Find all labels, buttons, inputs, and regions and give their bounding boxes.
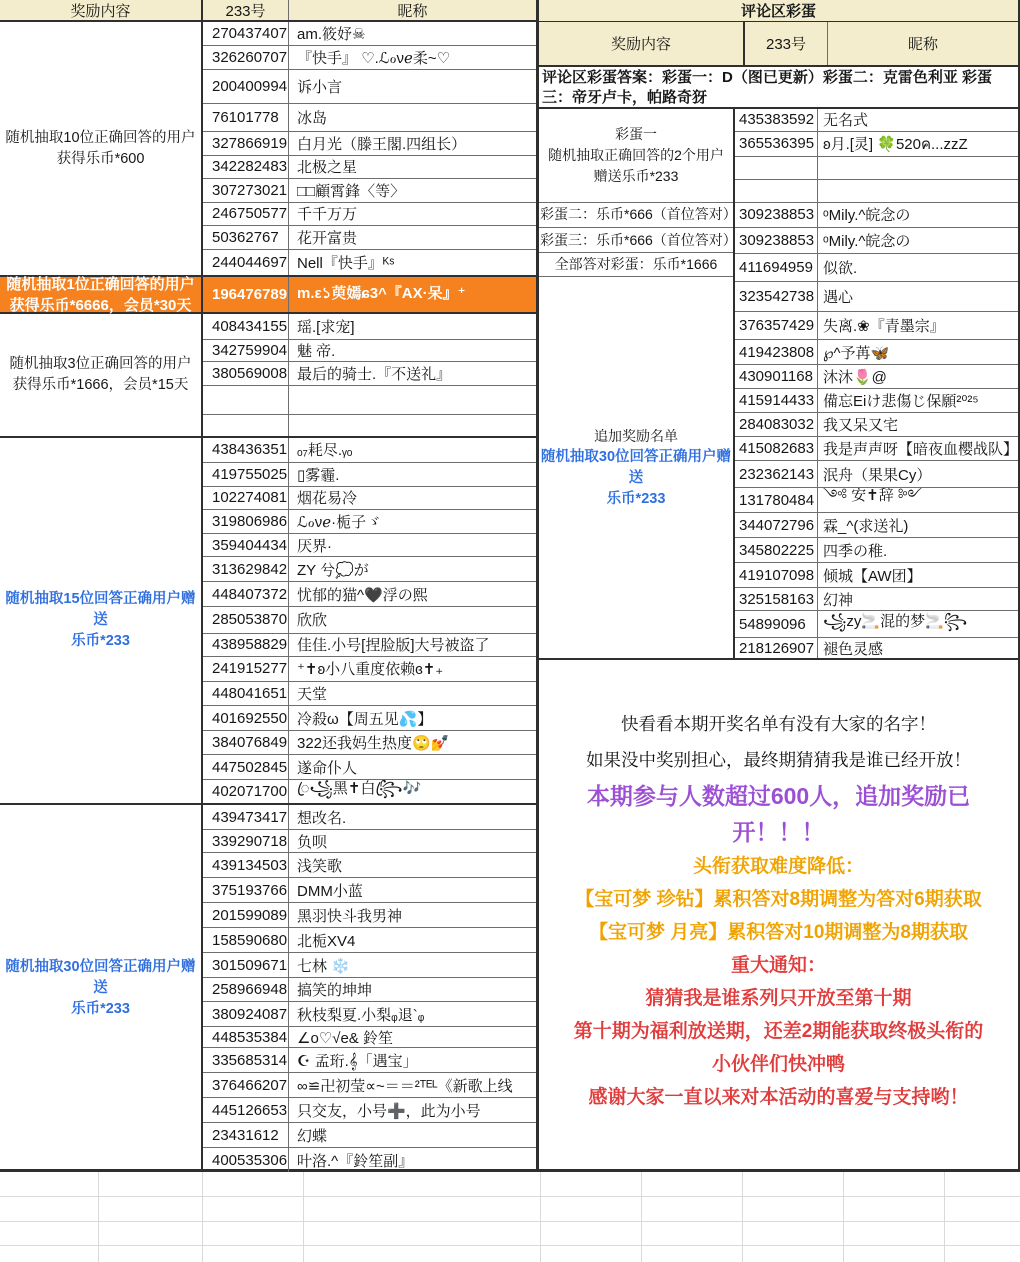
reward-cell-line: 随机抽取30位回答正确用户赠送	[5, 959, 196, 996]
uid-cell	[203, 386, 289, 415]
nickname-cell: 冷殺ω【周五见💦】	[297, 710, 433, 728]
table-row	[203, 362, 536, 386]
reward-cell	[0, 805, 203, 1172]
nickname-cell: 『快手』 ♡.ℒℴνℯ柔~♡	[297, 49, 451, 67]
table-row	[203, 132, 536, 156]
uid-cell: 76101778	[203, 104, 289, 131]
table-row	[203, 706, 536, 731]
uid-cell: 342282483	[203, 156, 289, 178]
nickname-cell: 322还我妈生热度🙄💅	[297, 735, 450, 753]
uid-cell: 411694959	[735, 254, 818, 282]
nickname-cell: 褪色灵感	[822, 640, 883, 658]
reward-cell-line: 随机抽取1位正确回答的用户	[6, 275, 195, 293]
nickname-cell: 天堂	[297, 686, 328, 703]
reward-cell	[0, 438, 203, 803]
header-reward-content: 奖励内容	[539, 22, 745, 65]
uid-cell: 325158163	[735, 588, 818, 610]
table-row	[203, 22, 536, 46]
table-row	[203, 70, 536, 105]
uid-cell: 218126907	[735, 638, 818, 658]
table-row	[735, 461, 1018, 489]
reward-cell-line: 彩蛋三：乐币*666（首位答对）	[540, 231, 737, 248]
table-row	[735, 132, 1018, 157]
uid-cell: 309238853	[735, 228, 818, 253]
uid-cell: 365536395	[735, 132, 818, 156]
main-table-header	[0, 0, 536, 22]
prize-section	[0, 438, 536, 805]
table-row	[203, 607, 536, 634]
table-row	[203, 928, 536, 953]
uid-cell: 200400994	[203, 70, 289, 104]
uid-cell: 335685314	[203, 1048, 289, 1072]
nickname-cell: 幻蝶	[297, 1127, 328, 1145]
nickname-cell: ₒ₇耗尽.ᵧₒ	[297, 442, 353, 460]
gridline	[540, 1172, 541, 1262]
nickname-cell: 浅笑歌	[297, 857, 343, 875]
table-row	[203, 1073, 536, 1098]
nickname-cell: □□顧霄鋒〈等〉	[297, 182, 406, 200]
uid-cell: 419423808	[735, 340, 818, 364]
uid-cell: 344072796	[735, 513, 818, 537]
reward-cell-line: 乐币*233	[71, 1001, 130, 1017]
nickname-cell: ʚ月.[灵] 🍀520ค...zzZ	[822, 135, 968, 153]
uid-cell: 301509671	[203, 953, 289, 977]
uid-cell: 447502845	[203, 755, 289, 779]
uid-cell	[203, 415, 289, 436]
reward-cell-line: 随机抽取10位正确回答的用户	[5, 129, 196, 146]
table-row	[203, 682, 536, 707]
table-row	[203, 1148, 536, 1172]
uid-cell: 359404434	[203, 534, 289, 556]
uid-cell: 439134503	[203, 853, 289, 877]
nickname-cell: 冰岛	[297, 110, 328, 128]
gridline	[0, 1196, 1020, 1197]
nickname-cell: 千千万万	[297, 206, 358, 224]
uid-cell: 415082683	[735, 437, 818, 460]
reward-cell-line: 随机抽取15位回答正确用户赠送	[5, 591, 196, 628]
table-row	[203, 830, 536, 853]
table-row	[203, 487, 536, 510]
table-row	[735, 588, 1018, 611]
table-row	[735, 437, 1018, 461]
nickname-cell: 泯舟（果果Cy）	[822, 466, 932, 484]
uid-cell: 309238853	[735, 203, 818, 227]
gridline	[202, 1172, 203, 1262]
table-row	[203, 1098, 536, 1123]
nickname-cell: ∞≌卍初莹∝~＝＝²ᵀᴱᴸ《新歌上线	[297, 1077, 513, 1095]
table-row	[735, 389, 1018, 413]
nickname-cell: 搞笑的坤坤	[297, 982, 373, 999]
uid-cell: 445126653	[203, 1098, 289, 1122]
uid-cell: 435383592	[735, 109, 818, 131]
nickname-cell: ZY 兮💭が	[297, 561, 369, 579]
nickname-cell: 沐沐🌷@	[822, 368, 887, 386]
reward-cell-line: 彩蛋二：乐币*666（首位答对）	[540, 206, 737, 223]
table-row	[735, 365, 1018, 389]
nickname-cell: 只交友，小号➕，此为小号	[297, 1102, 481, 1120]
uid-cell: 448407372	[203, 582, 289, 606]
nickname-cell: 黑羽快斗我男神	[297, 907, 403, 925]
announcement-line: 感谢大家一直以来对本活动的喜爱与支持哟！	[588, 1087, 969, 1108]
table-row	[203, 978, 536, 1002]
table-row	[203, 277, 536, 312]
table-row	[735, 513, 1018, 538]
table-row	[203, 415, 536, 436]
uid-cell: 430901168	[735, 365, 818, 388]
uid-cell: 244044697	[203, 250, 289, 275]
announcement-line: 猜猜我是谁系列只开放至第十期	[645, 988, 912, 1009]
gridline	[303, 1172, 304, 1262]
winner-rows	[203, 438, 536, 803]
nickname-cell: Nell『快手』ᴷˢ	[297, 255, 395, 273]
uid-cell: 400535306	[203, 1148, 289, 1172]
nickname-cell: 秋枝梨夏.小梨ᵩ退`ᵩ	[297, 1006, 425, 1024]
table-row	[203, 805, 536, 830]
uid-cell: 376357429	[735, 312, 818, 339]
table-row	[735, 312, 1018, 340]
table-row	[203, 634, 536, 657]
main-table-body	[0, 22, 536, 1172]
uid-cell: 196476789	[203, 277, 289, 312]
nickname-cell: 我又呆又宅	[822, 416, 898, 434]
nickname-cell: ꧁zy🚬混的梦🚬꧂	[822, 612, 968, 630]
table-row	[735, 180, 1018, 203]
uid-cell: 327866919	[203, 132, 289, 155]
nickname-cell: ⁺✝ʚ小八重度依赖ɞ✝₊	[297, 661, 444, 679]
prize-section	[0, 314, 536, 438]
reward-cell	[0, 277, 203, 312]
table-row	[203, 438, 536, 463]
uid-cell: 23431612	[203, 1123, 289, 1147]
table-row	[203, 1123, 536, 1148]
uid-cell: 326260707	[203, 46, 289, 69]
nickname-cell: ℘^予苒🦋	[822, 344, 890, 362]
uid-cell: 246750577	[203, 203, 289, 226]
uid-cell: 384076849	[203, 731, 289, 754]
winner-rows	[203, 22, 536, 275]
reward-cell-line: 获得乐币*6666，会员*30天	[9, 296, 192, 314]
table-row	[203, 1002, 536, 1027]
header-nickname: 昵称	[828, 22, 1018, 65]
reward-cell-line: 赠送乐币*233	[593, 167, 679, 184]
table-row	[735, 611, 1018, 638]
uid-cell: 307273021	[203, 179, 289, 202]
table-row	[203, 179, 536, 203]
easter-egg-title: 评论区彩蛋	[539, 0, 1018, 22]
table-row	[735, 638, 1018, 658]
nickname-cell	[289, 386, 536, 415]
nickname-cell: 花开富贵	[297, 230, 358, 248]
uid-cell: 313629842	[203, 557, 289, 581]
uid-cell: 319806986	[203, 510, 289, 534]
uid-cell: 380924087	[203, 1002, 289, 1026]
table-row	[203, 314, 536, 340]
nickname-cell: 遇心	[822, 289, 853, 307]
table-row	[735, 228, 1018, 254]
uid-cell	[735, 180, 818, 202]
header-nickname: 昵称	[397, 2, 428, 20]
nickname-cell: 佳佳.小号[捏脸版]大号被盗了	[297, 637, 490, 655]
nickname-cell: 幻神	[822, 591, 853, 609]
reward-cell	[539, 277, 733, 658]
table-row	[735, 157, 1018, 180]
gridline	[0, 1221, 1020, 1222]
table-row	[735, 282, 1018, 312]
header-reward-content: 奖励内容	[0, 0, 203, 20]
uid-cell: 401692550	[203, 706, 289, 730]
reward-cell-line: 乐币*233	[606, 490, 666, 507]
easter-egg-table	[538, 0, 1020, 1172]
header-233-id: 233号	[745, 22, 828, 65]
table-row	[203, 582, 536, 607]
reward-cell-line: 乐币*233	[71, 633, 130, 649]
reward-cell-line: 获得乐币*1666，会员*15天	[12, 377, 189, 393]
easter-egg-reward-column	[539, 109, 735, 658]
uid-cell: 158590680	[203, 928, 289, 952]
winner-rows	[203, 277, 536, 312]
uid-cell: 380569008	[203, 362, 289, 385]
table-row	[735, 203, 1018, 228]
easter-egg-body	[539, 109, 1018, 660]
table-row	[203, 953, 536, 978]
nickname-cell: 最后的骑士.『不送礼』	[297, 366, 452, 384]
uid-cell: 345802225	[735, 538, 818, 562]
nickname-cell: 瑶.[求宠]	[297, 318, 355, 336]
reward-cell-line: 获得乐币*600	[56, 150, 145, 167]
announcement-line: 头衔获取难度降低：	[692, 856, 864, 877]
gridline	[843, 1172, 844, 1262]
uid-cell: 54899096	[735, 611, 818, 637]
nickname-cell: DMM小蓝	[297, 882, 363, 900]
nickname-cell: 魅 帝.	[297, 342, 336, 360]
uid-cell	[735, 157, 818, 179]
reward-cell-line: 随机抽取正确回答的2个用户	[548, 146, 724, 163]
table-row	[735, 538, 1018, 563]
empty-grid	[0, 1172, 1020, 1262]
nickname-cell: ∠o♡√e& 鈴笙	[297, 1029, 393, 1047]
table-row	[203, 250, 536, 275]
table-row	[735, 109, 1018, 132]
header-233-id: 233号	[203, 0, 289, 20]
nickname-cell: 四季の稚.	[822, 542, 888, 560]
table-row	[203, 386, 536, 416]
nickname-cell	[818, 180, 1018, 202]
prize-section	[0, 277, 536, 314]
nickname-cell: 负呗	[297, 833, 328, 851]
table-row	[203, 510, 536, 535]
announcement-line: 开！！！	[732, 819, 825, 845]
easter-egg-winner-rows	[735, 109, 1018, 658]
table-row	[203, 1027, 536, 1048]
table-row	[203, 463, 536, 487]
nickname-cell: 遂命仆人	[297, 759, 358, 777]
uid-cell: 448041651	[203, 682, 289, 706]
winner-rows	[203, 805, 536, 1172]
reward-cell	[0, 314, 203, 436]
nickname-cell: 烟花易冷	[297, 490, 358, 508]
table-row	[735, 563, 1018, 588]
nickname-cell: 厌界·	[297, 537, 332, 555]
nickname-cell: 诉小言	[297, 78, 343, 96]
uid-cell: 448535384	[203, 1027, 289, 1047]
nickname-cell: 欣欣	[297, 612, 328, 630]
uid-cell: 419755025	[203, 463, 289, 486]
announcement-line: 【宝可梦 月亮】累积答对10期调整为8期获取	[589, 922, 968, 943]
uid-cell: 419107098	[735, 563, 818, 587]
uid-cell: 323542738	[735, 282, 818, 311]
nickname-cell: ꦿ꧁黑✝白꧂ꦿ🎶	[297, 780, 422, 798]
gridline	[0, 1245, 1020, 1246]
uid-cell: 270437407	[203, 22, 289, 45]
reward-cell-line: 随机抽取3位正确回答的用户	[9, 356, 192, 372]
table-row	[203, 903, 536, 928]
uid-cell: 284083032	[735, 413, 818, 436]
table-row	[203, 534, 536, 557]
nickname-cell: ᵒMily.^皖念の	[822, 232, 911, 250]
reward-cell	[539, 253, 733, 277]
table-row	[203, 878, 536, 903]
uid-cell: 131780484	[735, 488, 818, 512]
nickname-cell: 備忘Eiけ悲傷じ保願²⁰²⁵	[822, 392, 979, 410]
table-row	[203, 104, 536, 132]
nickname-cell: m.ε১萸嫣ɕ3^『AX·呆』⁺	[297, 285, 466, 302]
uid-cell: 402071700	[203, 780, 289, 803]
winner-rows	[203, 314, 536, 436]
nickname-cell: 北栀XV4	[297, 932, 356, 950]
announcement-line: 如果没中奖别担心，最终期猜猜我是谁已经开放！	[586, 750, 971, 770]
easter-egg-header	[539, 22, 1018, 67]
nickname-cell: 似欲.	[822, 259, 858, 277]
nickname-cell: 无名式	[822, 112, 868, 130]
reward-cell-line: 追加奖励名单	[593, 427, 678, 444]
table-row	[203, 46, 536, 70]
uid-cell: 438436351	[203, 438, 289, 462]
table-row	[203, 731, 536, 755]
announcement-line: 本期参与人数超过600人，追加奖励已	[586, 783, 971, 809]
uid-cell: 375193766	[203, 878, 289, 902]
nickname-cell: ▯雾霾.	[297, 466, 340, 484]
main-prize-table	[0, 0, 538, 1172]
table-row	[203, 1048, 536, 1073]
table-row	[203, 853, 536, 878]
nickname-cell: ☪ 孟珩.𝄞「遇宝」	[297, 1052, 418, 1070]
reward-cell	[539, 109, 733, 203]
table-row	[735, 340, 1018, 365]
uid-cell: 285053870	[203, 607, 289, 633]
uid-cell: 438958829	[203, 634, 289, 656]
nickname-cell: 霖_^(求送礼)	[822, 517, 909, 535]
uid-cell: 376466207	[203, 1073, 289, 1097]
table-row	[203, 226, 536, 250]
nickname-cell: ᵒMily.^皖念の	[822, 207, 911, 225]
table-row	[735, 413, 1018, 437]
nickname-cell: ℒℴνℯ·栀子ゞ	[297, 514, 382, 531]
prize-section	[0, 22, 536, 277]
announcement-line: 小伙伴们快冲鸭	[711, 1054, 845, 1075]
reward-cell	[539, 203, 737, 228]
nickname-cell: 忧郁的猫^🖤浮の熙	[297, 586, 428, 604]
nickname-cell: 我是声声呀【暗夜血樱战队】	[822, 440, 1018, 458]
uid-cell: 408434155	[203, 314, 289, 339]
reward-cell-line: 彩蛋一	[614, 125, 657, 142]
gridline	[98, 1172, 99, 1262]
uid-cell: 50362767	[203, 226, 289, 249]
nickname-cell	[289, 415, 536, 436]
prize-section	[0, 805, 536, 1172]
uid-cell: 232362143	[735, 461, 818, 488]
table-row	[203, 657, 536, 682]
uid-cell: 241915277	[203, 657, 289, 681]
uid-cell: 258966948	[203, 978, 289, 1001]
uid-cell: 201599089	[203, 903, 289, 927]
announcement-box	[539, 660, 1018, 1171]
table-row	[735, 254, 1018, 283]
nickname-cell: am.筱妤☠	[297, 25, 366, 43]
reward-cell	[539, 228, 737, 254]
nickname-cell: 七林 ❄️	[297, 957, 350, 975]
gridline	[641, 1172, 642, 1262]
nickname-cell: 白月光（滕王閣.四组长）	[297, 136, 467, 154]
uid-cell: 342759904	[203, 340, 289, 362]
announcement-line: 第十期为福利放送期，还差2期能获取终极头衔的	[573, 1021, 984, 1042]
table-row	[203, 780, 536, 803]
table-row	[735, 488, 1018, 513]
uid-cell: 415914433	[735, 389, 818, 412]
uid-cell: 339290718	[203, 830, 289, 852]
nickname-cell: 倾城【AW团】	[822, 567, 922, 585]
nickname-cell	[818, 157, 1018, 179]
table-row	[203, 203, 536, 227]
announcement-line: 重大通知：	[730, 955, 826, 976]
reward-cell-line: 全部答对彩蛋：乐币*1666	[554, 256, 718, 273]
nickname-cell: 想改名.	[297, 809, 347, 827]
reward-cell-line: 随机抽取30位回答正确用户赠送	[540, 448, 732, 486]
gridline	[944, 1172, 945, 1262]
table-row	[203, 156, 536, 179]
announcement-line: 快看看本期开奖名单有没有大家的名字！	[621, 714, 936, 734]
nickname-cell: 失离.❀『青墨宗』	[822, 318, 945, 336]
uid-cell: 439473417	[203, 805, 289, 829]
nickname-cell: 叶洛.^『鈴笙副』	[297, 1152, 414, 1170]
announcement-line: 【宝可梦 珍钻】累积答对8期调整为答对6期获取	[575, 889, 982, 910]
reward-cell	[0, 22, 203, 275]
nickname-cell: 北极之星	[297, 159, 358, 177]
easter-egg-answer-note: 评论区彩蛋答案：彩蛋一：D（图已更新）彩蛋二：克雷色利亚 彩蛋三：帝牙卢卡，帕路奇犽	[539, 67, 1018, 109]
gridline	[742, 1172, 743, 1262]
table-row	[203, 557, 536, 582]
nickname-cell: ༺ 安✝辞 ༻	[822, 488, 922, 505]
table-row	[203, 755, 536, 780]
table-row	[203, 340, 536, 363]
uid-cell: 102274081	[203, 487, 289, 509]
